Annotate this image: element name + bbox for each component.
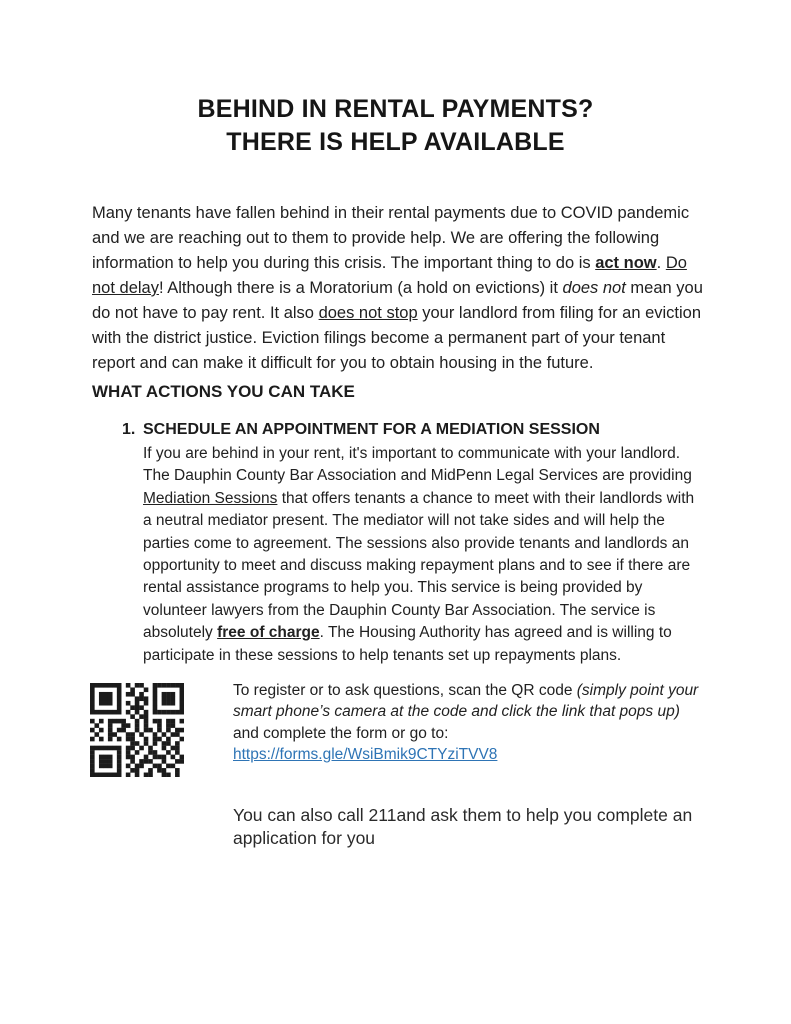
item-number: 1. (122, 421, 136, 438)
intro-paragraph (92, 201, 712, 376)
title-line-1: BEHIND IN RENTAL PAYMENTS? (197, 95, 594, 123)
item-run: . The Housing Authority has agreed and is willing to participate in these sessions to help tenants set up repayments plans. (143, 624, 672, 664)
register-section (90, 680, 791, 777)
intro-run: ! Although there is a Moratorium (a hold on evictions) it (158, 279, 563, 297)
action-item-1 (122, 419, 791, 667)
intro-run: mean you do not have to pay rent. It also (92, 279, 703, 322)
intro-run: . (656, 254, 666, 272)
actions-heading: WHAT ACTIONS YOU CAN TAKE (92, 382, 355, 401)
intro-run-does-not: does not (562, 279, 626, 297)
call-211-note: You can also call 211and ask them to help you complete an application for you (233, 805, 693, 849)
register-text-block (233, 680, 701, 765)
intro-run: your landlord from filing for an eviction with the district justice. Eviction filings become a permanent part of your tenant report and can make it difficult for you to obtain housing in the future. (92, 304, 702, 372)
item-run-mediation-sessions: Mediation Sessions (143, 489, 278, 507)
item-heading: SCHEDULE AN APPOINTMENT FOR A MEDIATION SESSION (143, 421, 600, 438)
qr-code-image (90, 683, 184, 777)
page-title (0, 93, 791, 159)
register-run: and complete the form or go to: (233, 724, 449, 742)
item-run: that offers tenants a chance to meet with their landlords with a neutral mediator present. The mediator will not take sides and will help the parties come to agreement. The sessions also provide tenants and landlords an opportunity to meet and discuss making repayment plans and to see if there are rental assistance programs to help you. This service is being provided by volunteer lawyers from the Dauphin County Bar Association. The service is absolutely (143, 489, 695, 642)
intro-run-act-now: act now (595, 254, 657, 272)
register-paragraph (233, 680, 701, 744)
title-line-2: THERE IS HELP AVAILABLE (226, 128, 565, 156)
intro-run-does-not-stop: does not stop (318, 304, 418, 322)
item-run-free-of-charge: free of charge (217, 624, 320, 642)
register-run-instructions: (simply point your smart phone’s camera at the code and click the link that pops up) (233, 682, 699, 721)
item-body-paragraph (143, 443, 705, 667)
registration-link[interactable]: https://forms.gle/WsiBmik9CTYziTVV8 (233, 745, 498, 763)
intro-run: Many tenants have fallen behind in their rental payments due to COVID pandemic and we are reaching out to them to provide help. We are offering the following information to help you during this crisis. The important thing to do is (92, 204, 690, 272)
register-run: To register or to ask questions, scan the QR code (233, 682, 577, 700)
item-run: If you are behind in your rent, it's important to communicate with your landlord. The Dauphin County Bar Association and MidPenn Legal Services are providing (143, 445, 692, 485)
action-item-1-heading-row (122, 419, 791, 441)
intro-run-do-not-delay: Do not delay (92, 254, 687, 297)
